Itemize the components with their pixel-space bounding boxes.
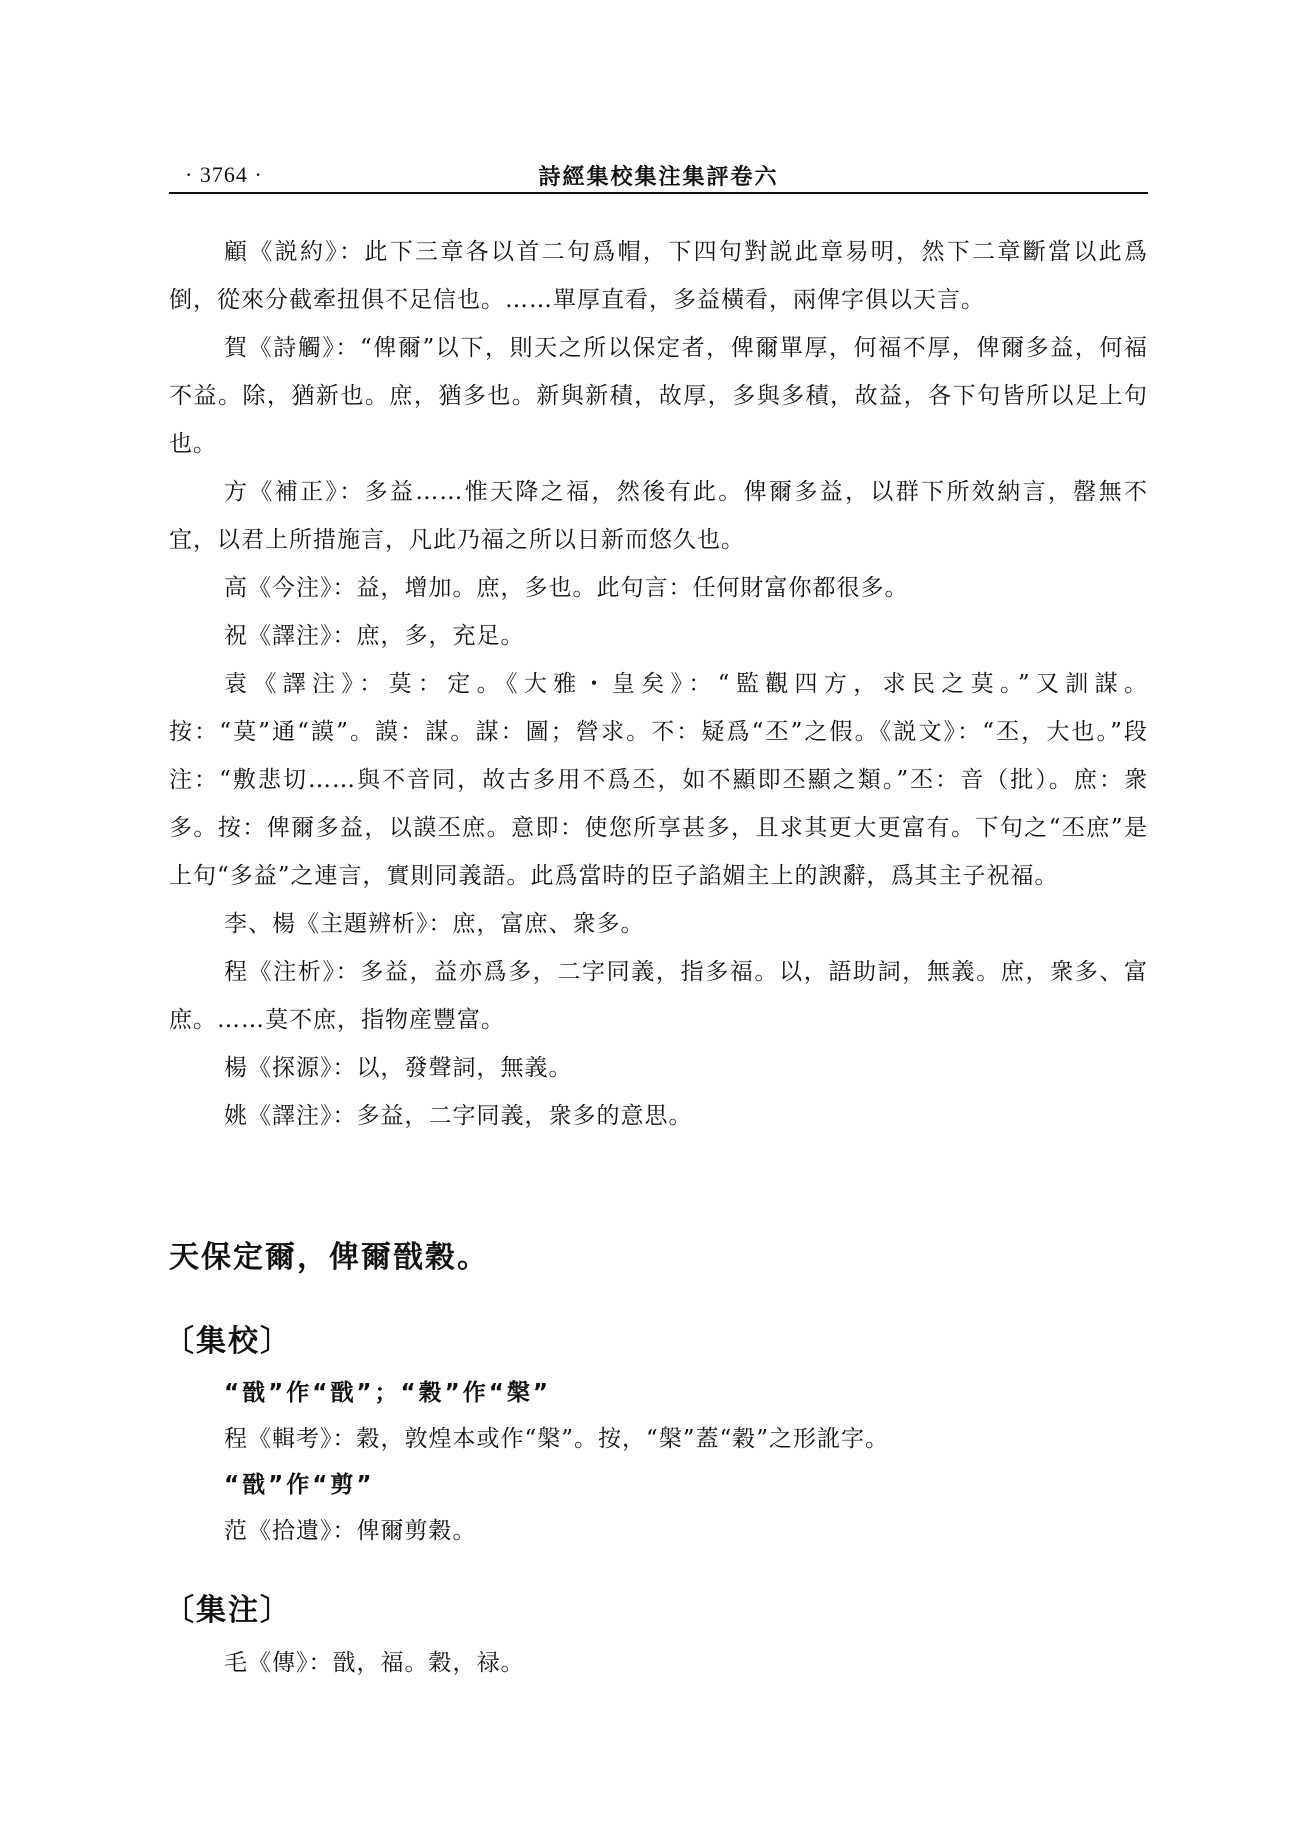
commentary-body — [169, 228, 1148, 1140]
section-heading-jijiao: 〔集校〕 — [164, 1324, 292, 1359]
commentary-paragraph: 顧《説約》：此下三章各以首二句爲帽，下四句對説此章易明，然下二章斷當以此爲倒，從來分截牽扭俱不足信也。……單厚直看，多益橫看，兩俾字俱以天言。 — [169, 239, 1148, 313]
commentary-paragraph: 方《補正》：多益……惟天降之福，然後有此。俾爾多益，以群下所效納言，罄無不宜，以君上所措施言，凡此乃福之所以日新而悠久也。 — [169, 479, 1148, 553]
commentary-paragraph: 楊《探源》：以，發聲詞，無義。 — [224, 1055, 573, 1081]
running-title: 詩經集校集注集評卷六 — [538, 165, 779, 190]
jijiao-section — [224, 1370, 1148, 1554]
commentary-paragraph: 程《注析》：多益，益亦爲多，二字同義，指多福。以，語助詞，無義。庶，衆多、富庶。……莫不庶，指物産豐富。 — [169, 959, 1148, 1033]
variant-note: 程《輯考》：穀，敦煌本或作“槃”。按，“槃”蓋“穀”之形訛字。 — [224, 1426, 890, 1452]
commentary-paragraph: 袁《譯注》：莫：定。《大雅・皇矣》：“監觀四方，求民之莫。”又訓謀。按：“莫”通“謨”。謨：謀。謀：圖；營求。不：疑爲“丕”之假。《説文》：“丕，大也。”段注：“敷悲切……與不音同，故古多用不爲丕，如不顯即丕顯之類。”丕：音（批）。庶：衆多。按：俾爾多益，以謨丕庶。意即：使您所享甚多，且求其更大更富有。下句之“丕庶”是上句“多益”之連言，實則同義語。此爲當時的臣子諂媚主上的諛辭，爲其主子祝福。 — [169, 671, 1148, 889]
page-number: · 3764 · — [185, 162, 263, 187]
variant-heading: “戩”作“戬”；“穀”作“槃” — [224, 1380, 551, 1406]
verse-line: 天保定爾，俾爾戩穀。 — [169, 1240, 489, 1275]
annotation-note: 毛《傳》：戩，福。穀，禄。 — [224, 1650, 525, 1676]
jizhu-section — [224, 1640, 1148, 1686]
commentary-paragraph: 姚《譯注》：多益，二字同義，衆多的意思。 — [224, 1103, 693, 1129]
variant-note: 范《拾遺》：俾爾剪穀。 — [224, 1518, 477, 1544]
commentary-paragraph: 賀《詩觸》：“俾爾”以下，則天之所以保定者，俾爾單厚，何福不厚，俾爾多益，何福不益。除，猶新也。庶，猶多也。新與新積，故厚，多與多積，故益，各下句皆所以足上句也。 — [169, 335, 1148, 457]
variant-heading: “戩”作“剪” — [224, 1472, 375, 1498]
section-heading-jizhu: 〔集注〕 — [164, 1593, 292, 1628]
commentary-paragraph: 祝《譯注》：庶，多，充足。 — [224, 623, 525, 649]
commentary-paragraph: 高《今注》：益，增加。庶，多也。此句言：任何財富你都很多。 — [224, 575, 909, 601]
running-head — [169, 160, 1148, 194]
commentary-paragraph: 李、楊《主題辨析》：庶，富庶、衆多。 — [224, 911, 645, 937]
